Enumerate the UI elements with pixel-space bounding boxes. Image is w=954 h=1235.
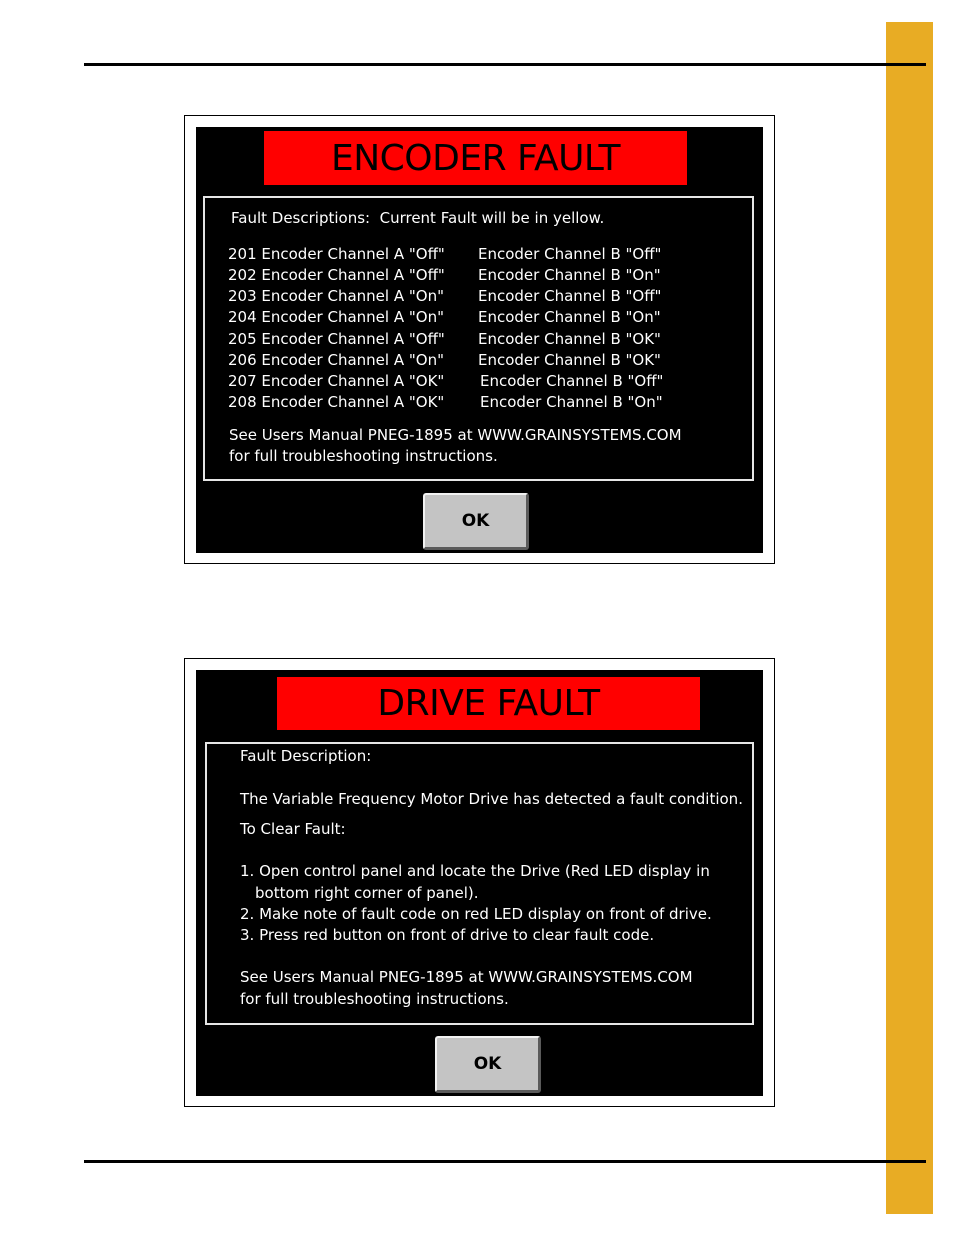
chapter-tab <box>886 22 933 1214</box>
fault-205-channel-a: 205 Encoder Channel A "Off" <box>228 330 445 348</box>
drive-manual-reference: See Users Manual PNEG-1895 at WWW.GRAINSYSTEMS.COM <box>240 968 693 986</box>
drive-step-3: 3. Press red button on front of drive to clear fault code. <box>240 926 655 944</box>
fault-207-channel-a: 207 Encoder Channel A "OK" <box>228 372 445 390</box>
drive-step-2: 2. Make note of fault code on red LED display on front of drive. <box>240 905 712 923</box>
fault-208-channel-b: Encoder Channel B "On" <box>480 393 663 411</box>
fault-204-channel-b: Encoder Channel B "On" <box>478 308 661 326</box>
fault-203-channel-b: Encoder Channel B "Off" <box>478 287 662 305</box>
drive-fault-header: Fault Description: <box>240 747 372 765</box>
fault-201-channel-a: 201 Encoder Channel A "Off" <box>228 245 445 263</box>
fault-203-channel-a: 203 Encoder Channel A "On" <box>228 287 444 305</box>
fault-205-channel-b: Encoder Channel B "OK" <box>478 330 661 348</box>
drive-fault-title: DRIVE FAULT <box>277 677 700 730</box>
encoder-fault-figure <box>184 115 775 564</box>
fault-204-channel-a: 204 Encoder Channel A "On" <box>228 308 444 326</box>
fault-206-channel-a: 206 Encoder Channel A "On" <box>228 351 444 369</box>
drive-troubleshooting-note: for full troubleshooting instructions. <box>240 990 509 1008</box>
drive-fault-figure <box>184 658 775 1107</box>
encoder-fault-title: ENCODER FAULT <box>264 131 687 185</box>
encoder-fault-screen <box>196 127 763 553</box>
drive-step-1-continued: bottom right corner of panel). <box>255 884 479 902</box>
fault-202-channel-a: 202 Encoder Channel A "Off" <box>228 266 445 284</box>
fault-208-channel-a: 208 Encoder Channel A "OK" <box>228 393 445 411</box>
drive-ok-button[interactable]: OK <box>435 1036 541 1093</box>
drive-step-1: 1. Open control panel and locate the Drive (Red LED display in <box>240 862 710 880</box>
fault-202-channel-b: Encoder Channel B "On" <box>478 266 661 284</box>
encoder-fault-header: Fault Descriptions: Current Fault will be in yellow. <box>231 209 605 227</box>
drive-fault-screen <box>196 670 763 1096</box>
drive-fault-detected: The Variable Frequency Motor Drive has detected a fault condition. <box>240 790 743 808</box>
fault-201-channel-b: Encoder Channel B "Off" <box>478 245 662 263</box>
encoder-troubleshooting-note: for full troubleshooting instructions. <box>229 447 498 465</box>
drive-clear-fault-heading: To Clear Fault: <box>240 820 346 838</box>
fault-207-channel-b: Encoder Channel B "Off" <box>480 372 664 390</box>
fault-206-channel-b: Encoder Channel B "OK" <box>478 351 661 369</box>
footer-rule <box>84 1160 926 1163</box>
encoder-manual-reference: See Users Manual PNEG-1895 at WWW.GRAINSYSTEMS.COM <box>229 426 682 444</box>
encoder-ok-button[interactable]: OK <box>423 493 529 550</box>
header-rule <box>84 63 926 66</box>
